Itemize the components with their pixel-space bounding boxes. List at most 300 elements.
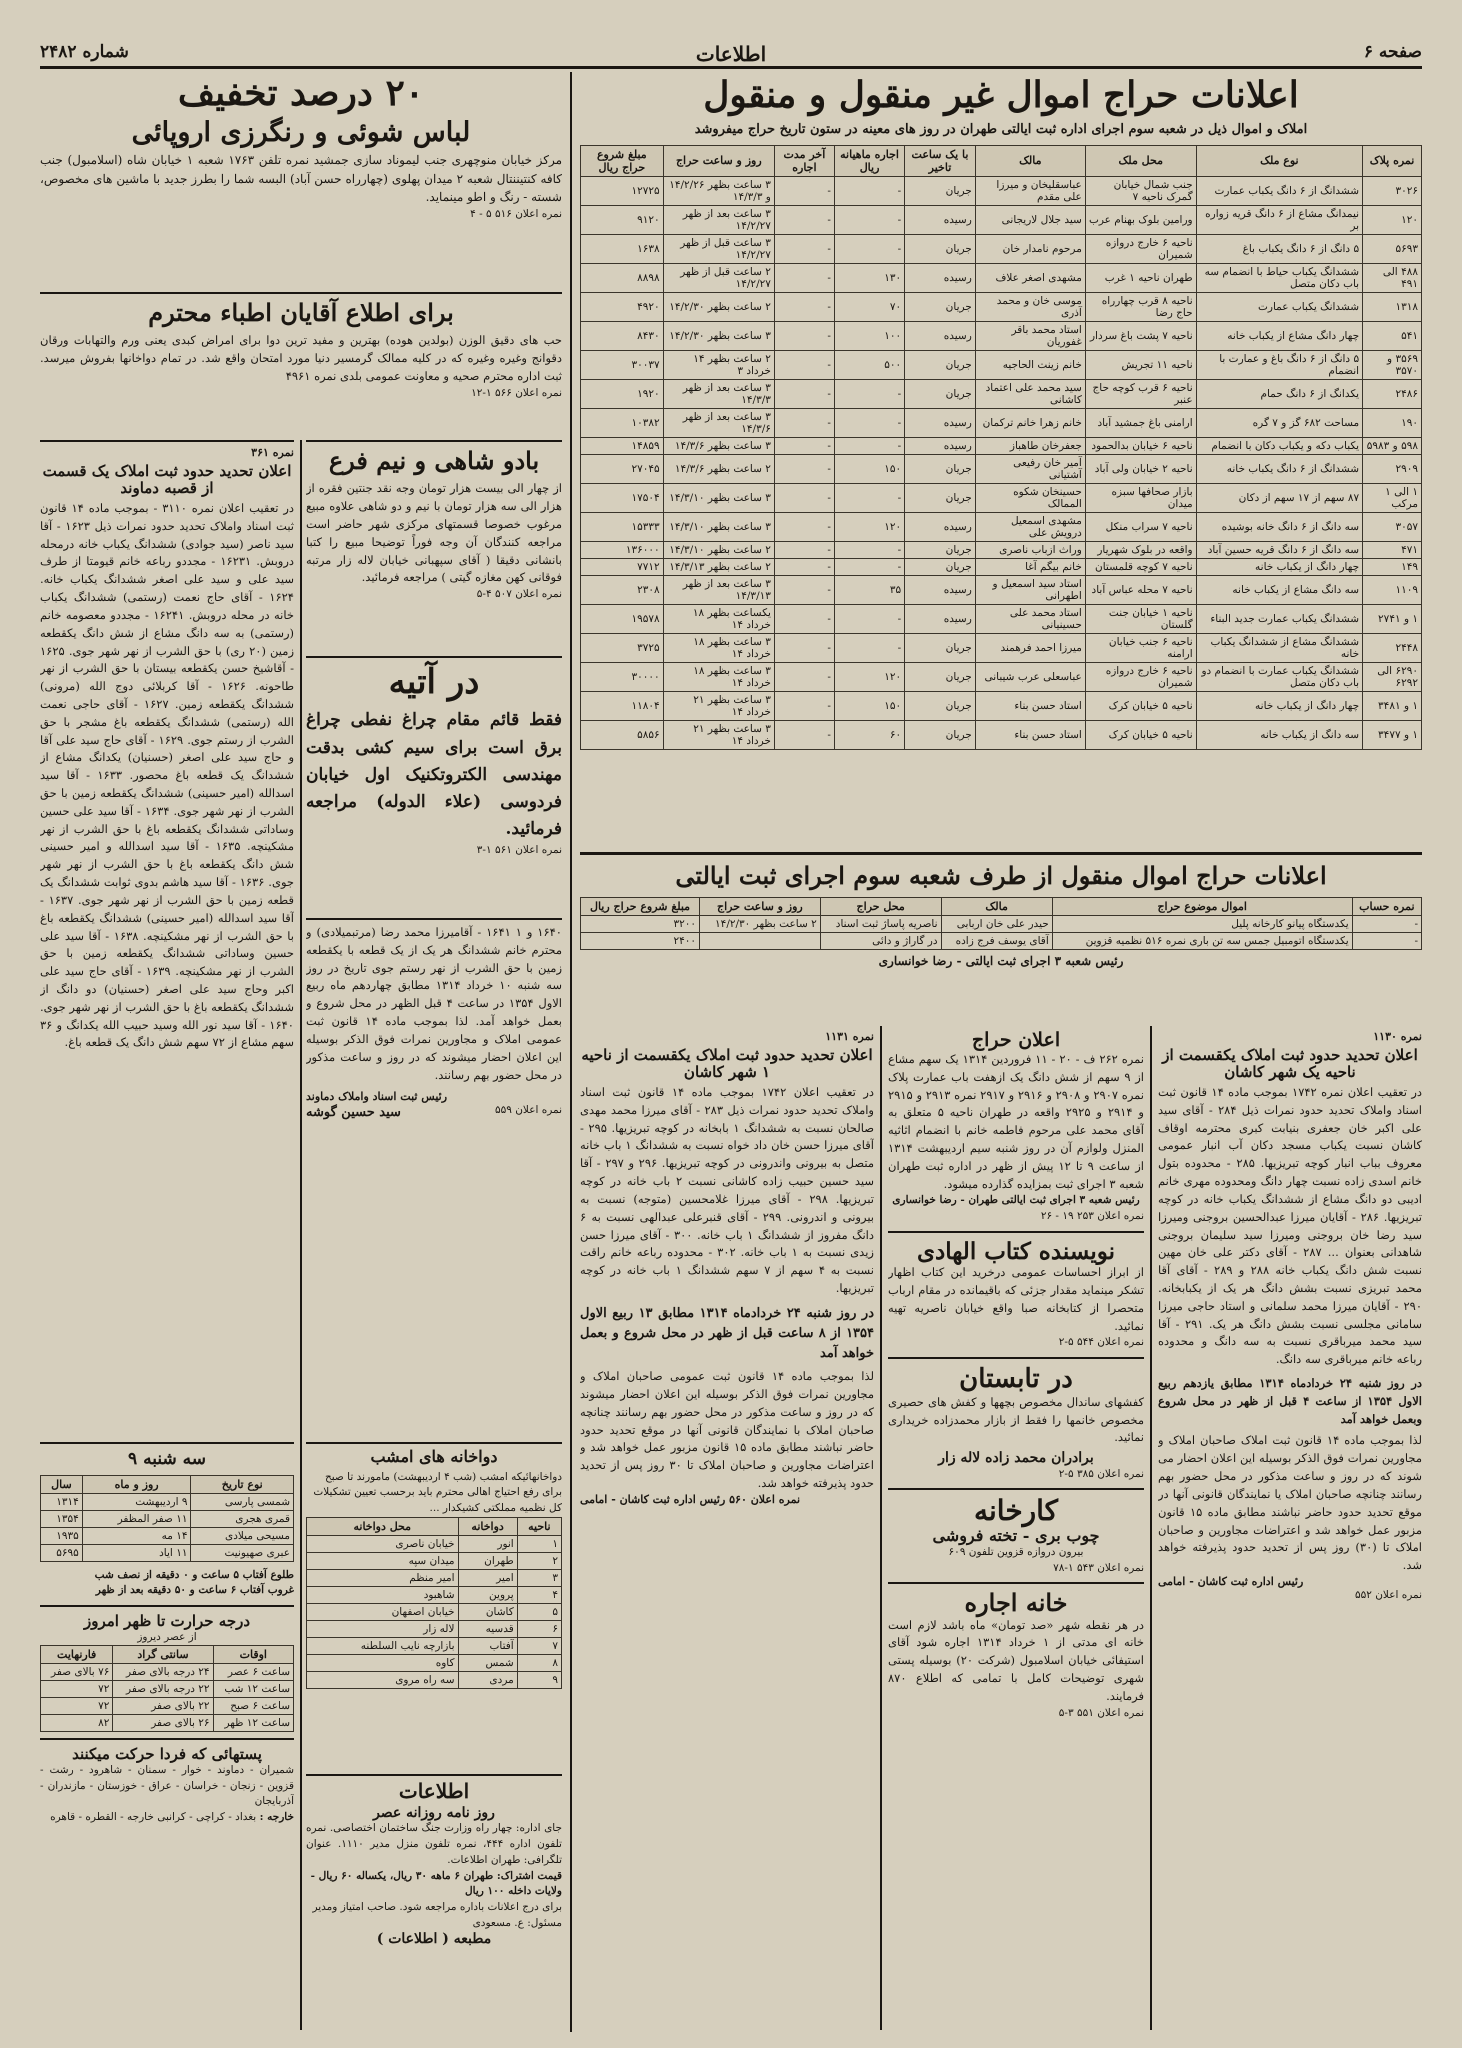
movable-cell: - (1352, 933, 1421, 950)
auction-row (581, 292, 1422, 321)
future-headline: در آتیه (388, 662, 480, 702)
auction-cell: ۱۱۸۰۴ (581, 691, 664, 720)
auction-cell: ۳ ساعت بظهر ۱۴/۲/۳۰ (663, 321, 774, 350)
auction-header-cell: محل ملک (1085, 145, 1196, 176)
sunset: غروب آفتاب ۶ ساعت و ۵۰ دقیقه بعد از ظهر (95, 1584, 294, 1597)
doctors-body: حب های دقیق الوزن (بولدین هوده) بهترین و مفید ترین دوا برای امراض کبدی یعنی ورم والتهابات ورقان دقوانج وغیره وغیره که در کلیه ممالک گرمسیر دنیا مورد امتحان واقع شد. در تمام دواخانها بفروش میرسد. ثبت اداره محترم صحیه و معاونت عمومی بلدی نمره ۴۹۶۱ (40, 333, 562, 384)
issue-number: شماره ۲۴۸۲ (40, 42, 129, 62)
auction-cell: سه دانگ از ۶ دانگ قریه حسین آباد (1196, 541, 1362, 558)
calendar-cell: ۱۳۵۴ (41, 1510, 83, 1527)
factory-body: بیرون دروازه قزوین تلفون ۶۰۹ (948, 1545, 1084, 1558)
discount-code: نمره اعلان ۵۱۶ ۵ - ۴ (470, 208, 562, 221)
movable-cell: یکدستگاه اتومبیل جمس سه تن باری نمره ۵۱۶ نظمیه قزوین (1052, 933, 1352, 950)
auction-cell: ۲ ساعت بظهر ۱۴/۳/۱۰ (663, 541, 774, 558)
pharmacy-cell: ۵ (517, 1603, 561, 1620)
auction-cell: - (774, 604, 834, 633)
auction-row (581, 541, 1422, 558)
notice-tail: لذا بموجب ماده ۱۴ قانون ثبت املاک صاحبان املاک و مجاورین نمرات فوق الذکر بوسیله این اعلان احضار می شوند که در روز و ساعت مذکور در محل حضور بهم رسانند چنانچه صاحبان املاک یا نمایندگان قانونی آنها در موقع تحدید حدود حاضر نباشند مطابق ماده ۱۵ قانون مزبور عمل خواهد شد و اعتراضات مجاورین و صاحبان املاک تا (۳۰) روز پس از تحدید حدود پذیرفته خواهد شد. (1158, 1433, 1422, 1573)
auction-cell: ۲ ساعت بظهر ۱۴ خرداد ۳ (663, 350, 774, 379)
temps-table (40, 1645, 294, 1732)
auction-cell: - (774, 350, 834, 379)
auction-cell: ۱ و ۳۴۷۷ (1363, 720, 1422, 749)
notice-headline: اعلان تحدید حدود ثبت املاک یکقسمت از ناحیه ۱ شهر کاشان (581, 1046, 873, 1081)
damavand-notice (40, 440, 294, 1442)
auction-cell: - (774, 176, 834, 205)
pharmacies-intro: دواخانهائیکه امشب (شب ۴ اردیبهشت) مامورند تا صبح برای رفع احتیاج اهالی محترم باید برحسب تعیین تشکیلات کل نظمیه مملکتی کشیکدار ... (313, 1470, 562, 1515)
auction-cell: رسیده (905, 205, 976, 234)
auction-row (581, 408, 1422, 437)
pharmacy-cell: بازارچه نایب السلطنه (307, 1637, 459, 1654)
calendar-row (41, 1493, 294, 1510)
auction-cell: ۷۷۱۲ (581, 558, 664, 575)
auction-row (581, 633, 1422, 662)
auction-cell: ناحیه ۵ خیابان کرک (1085, 720, 1196, 749)
auction-cell: جریان (905, 350, 976, 379)
auction-cell: ۳۰۰۳۷ (581, 350, 664, 379)
auction-row (581, 379, 1422, 408)
page-number: صفحه ۶ (1363, 42, 1422, 62)
auction-cell: ۲ ساعت بظهر ۱۴/۳/۱۳ (663, 558, 774, 575)
auction-row (581, 263, 1422, 292)
auction-cell: ۱۳۰ (834, 263, 904, 292)
ettelaat-body: جای اداره: چهار راه وزارت جنگ ساختمان اختصاصی. نمره تلفون اداره ۴۴۴، نمره تلفون منزل مدیر ۱۱۱۰. عنوان تلگرافی: طهران اطلاعات. (306, 1822, 562, 1866)
auction-cell: ششدانگ از ۶ دانگ یکباب خانه (1196, 454, 1362, 483)
auction-cell: ۱ و ۳۴۸۱ (1363, 691, 1422, 720)
notice-date: در روز شنبه ۲۴ خردادماه ۱۳۱۴ مطابق ۱۳ ربیع الاول ۱۳۵۴ از ۸ ساعت قبل از ظهر در محل شروع و بعمل خواهد آمد (580, 1305, 874, 1362)
column-divider (1150, 1026, 1152, 2030)
auction-row (581, 604, 1422, 633)
auction-cell: ارامنی باغ جمشید آباد (1085, 408, 1196, 437)
auction-cell: خانم زهرا خانم ترکمان (975, 408, 1085, 437)
discount-headline: ۲۰ درصد تخفیف (177, 74, 425, 114)
damavand-code: نمره اعلان ۵۵۹ (494, 1104, 562, 1117)
calendar-day: سه شنبه ۹ (128, 1449, 206, 1469)
auction-cell: ششدانگ از ۶ دانگ یکباب عمارت (1196, 176, 1362, 205)
auction-cell: ششدانگ مشاع از ششدانگ یکباب خانه (1196, 633, 1362, 662)
auction-cell: ۱۳۶۰۰۰ (581, 541, 664, 558)
auction-cell: ناحیه ۷ کوچه قلمستان (1085, 558, 1196, 575)
doctors-headline: برای اطلاع آقایان اطباء محترم (148, 298, 454, 327)
pharmacy-row (307, 1671, 562, 1688)
auction-cell: - (774, 234, 834, 263)
calendar-cell: ۱۱ صفر المظفر (82, 1510, 191, 1527)
auction-cell: ۱۰۳۸۲ (581, 408, 664, 437)
pharmacy-cell: قدسیه (458, 1620, 517, 1637)
auction-cell: ۳ ساعت بعد از ظهر ۱۴/۲/۲۷ (663, 205, 774, 234)
pharmacy-cell: ۳ (517, 1569, 561, 1586)
auction-cell: - (834, 558, 904, 575)
pharmacy-cell: آفتاب (458, 1637, 517, 1654)
auction-cell: رسیده (905, 512, 976, 541)
column-divider (570, 72, 572, 2032)
auction-row (581, 350, 1422, 379)
pharmacy-cell: ۸ (517, 1654, 561, 1671)
temps-cell: ۲۲ درجه بالای صفر (113, 1681, 213, 1698)
temps-header-row (41, 1646, 294, 1664)
auction-cell: رسیده (905, 321, 976, 350)
auction-row (581, 558, 1422, 575)
temps-header-cell: اوقات (213, 1646, 293, 1664)
auction-cell: ۱۵۳۳۳ (581, 512, 664, 541)
auction-cell: ۱۳۱۸ (1363, 292, 1422, 321)
auction-cell: جریان (905, 541, 976, 558)
auction-cell: ۷۰ (834, 292, 904, 321)
kashan-notice-1 (580, 1030, 874, 2030)
auction-cell: - (774, 454, 834, 483)
auction-cell: ۴۷۱ (1363, 541, 1422, 558)
auction-cell: مساحت ۶۸۲ گز و ۷ گره (1196, 408, 1362, 437)
rent-body: در هر نقطه شهر «صد تومان» ماه باشد لازم است خانه ای مدتی از ۱ خرداد ۱۳۱۴ اجاره شود آقای استیفائی خیابان اسلامبول (شرکت ۲۰) بوسیله پستی شهری توضیحات کامل با تمامی که اطلاع ۸۷۰ فرمایند. (888, 1617, 1144, 1703)
calendar-cell: قمری هجری (191, 1510, 294, 1527)
auction-cell: ناحیه ۸ قرب چهارراه حاج رضا (1085, 292, 1196, 321)
damavand-signature: رئیس ثبت اسناد واملاک دماوند (306, 1090, 448, 1104)
auction-cell: میرزا احمد فرهمند (975, 633, 1085, 662)
pharmacy-header-row (307, 1517, 562, 1535)
harraj-code: نمره اعلان ۲۵۳ ۱۹ - ۲۶ (1040, 1210, 1144, 1223)
temps-cell: ۷۲ (41, 1681, 113, 1698)
discount-body: مرکز خیابان منوچهری جنب لیموناد سازی جمشید نمره تلفن ۱۷۶۳ شعبه ۱ خیابان شاه (اسلامبول) جنب کافه کنتیننتال شعبه ۲ میدان پهلوی (چهارراه حسن آباد) البسه شما را بطرز جدید با ماشین های مخصوص، شسته - رنگ و اطو مینماید. (40, 153, 562, 205)
auction-header-row (581, 145, 1422, 176)
auction-cell: ششدانگ یکباب عمارت (1196, 292, 1362, 321)
auction-cell: جریان (905, 633, 976, 662)
calendar-cell: ۱۹۳۵ (41, 1527, 83, 1544)
mail-foreign-label: خارجه : (259, 1811, 294, 1824)
temps-cell: ۷۲ (41, 1698, 113, 1715)
temps-cell: ساعت ۱۲ شب (213, 1681, 293, 1698)
temps-headline: درجه حرارت تا ظهر امروز (83, 1612, 251, 1631)
pharmacy-header-cell: دواخانه (458, 1517, 517, 1535)
pharmacies-box (306, 1442, 562, 1774)
auction-cell: ۱۱۰۹ (1363, 575, 1422, 604)
pharmacy-cell: خیابان ناصری (307, 1535, 459, 1552)
pharmacy-cell: شاهبود (307, 1586, 459, 1603)
temps-cell: ۸۲ (41, 1715, 113, 1732)
auction-cell: ۵۹۸ و ۵۹۸۳ (1363, 437, 1422, 454)
factory-headline: کارخانه (973, 1494, 1059, 1528)
auction-cell: جریان (905, 176, 976, 205)
books-headline: نویسنده کتاب الهادی (916, 1237, 1116, 1265)
auction-cell: جریان (905, 454, 976, 483)
auction-cell: ۳ ساعت بظهر ۱۸ خرداد ۱۴ (663, 662, 774, 691)
pharmacy-cell: شمس (458, 1654, 517, 1671)
ettelaat-box (306, 1774, 562, 2032)
auction-cell: ۵۰۰ (834, 350, 904, 379)
auction-table (580, 145, 1422, 750)
auction-row (581, 575, 1422, 604)
auction-cell: سید جلال لاریجانی (975, 205, 1085, 234)
movable-cell: حیدر علی خان اربابی (941, 916, 1052, 933)
notice-headline: اعلان تحدید حدود ثبت املاک یکقسمت از ناحیه یک شهر کاشان (1162, 1046, 1418, 1081)
temps-cell: ۷۶ بالای صفر (41, 1664, 113, 1681)
auction-cell: ۲۳۰۸ (581, 575, 664, 604)
column-divider (300, 440, 302, 2030)
pharmacy-cell: میدان سپه (307, 1552, 459, 1569)
calendar-cell: ۹ اردیبهشت (82, 1493, 191, 1510)
summer-sign: برادران محمد زاده لاله زار (938, 1450, 1094, 1467)
auction-cell: - (774, 575, 834, 604)
auction-cell: استاد محمد علی حسینیانی (975, 604, 1085, 633)
notice-body: در تعقیب اعلان ۱۷۴۲ بموجب ماده ۱۴ قانون ثبت اسناد واملاک تحدید حدود نمرات ذیل ۲۸۳ - آقای میرزا محمد مهدی صالحان نسبت به ششدانگ ۱ بابخانه در کوچه تبریزیها. ۲۹۵ - آقای میرزا حسن خان داد خواه نسبت به ششدانگ ۱ باب خانه متصل به بیرونی واندرونی در کوچه تبریزیها. ۲۹۶ و ۲۹۷ - آقا سید حسین حبیب زاده کاشانی نسبت ۲ باب خانه در کوچه تبریزیها. ۲۹۸ - آقای میرزا غلامحسین (متوجه) نسبت به بیرونی و اندرونی. ۲۹۹ - آقای قنبرعلی عبدالهی نسبت به ۶ دانگ مفروز از ششدانگ ۱ باب خانه. ۳۰۰ - آقای میرزا حسن زیدی نسبت به ۱ باب خانه. ۳۰۲ - محدوده رباعه خانم راقت نسبت به ۴ سهم از ۷ سهم ششدانگ ۱ باب خانه در کوچه تبریزیها. (580, 1085, 874, 1295)
auction-cell: ۳ ساعت بظهر ۱۸ خرداد ۱۴ (663, 633, 774, 662)
auction-cell: ناحیه ۵ خیابان کرک (1085, 691, 1196, 720)
temps-row (41, 1681, 294, 1698)
auction-cell: - (834, 604, 904, 633)
pharmacy-cell: ۲ (517, 1552, 561, 1569)
movable-cell: یکدستگاه پیانو کارخانه پلیل (1052, 916, 1352, 933)
pharmacy-cell: طهران (458, 1552, 517, 1569)
auction-cell: ناحیه ۶ خارج دروازه شمیران (1085, 662, 1196, 691)
movable-header-cell: مالک (941, 898, 1052, 916)
auction-cell: ۳ ساعت بظهر ۱۴/۳/۶ (663, 437, 774, 454)
auction-cell: ناحیه ۶ خیابان بدالحمود (1085, 437, 1196, 454)
pharmacy-row (307, 1569, 562, 1586)
harraj-headline: اعلان حراج (971, 1030, 1061, 1051)
auction-row (581, 483, 1422, 512)
pharmacy-cell: ۷ (517, 1637, 561, 1654)
auction-cell: سه دانگ مشاع از یکباب خانه (1196, 575, 1362, 604)
movable-row (581, 933, 1422, 950)
damavand-extra (306, 918, 562, 1440)
auction-cell: ششدانگ یکباب عمارت با انضمام دو باب دکان متصل (1196, 662, 1362, 691)
ettelaat-press: مطبعه ( اطلاعات ) (376, 1930, 492, 1947)
auction-cell: ناحیه ۷ محله عباس آباد (1085, 575, 1196, 604)
pharmacy-cell: ۹ (517, 1671, 561, 1688)
future-body: فقط قائم مقام چراغ نفطی چراغ برق است برای سیم کشی بدقت مهندسی الکتروتکنیک اول خیابان فردوسی (علاء الدوله) مراجعه فرمائید. (306, 710, 562, 840)
movable-cell: در گاراژ و دائی (820, 933, 941, 950)
auction-cell: ۳ ساعت قبل از ظهر ۱۴/۲/۲۷ (663, 234, 774, 263)
auction-cell: ۳۰۵۷ (1363, 512, 1422, 541)
auction-cell: ۱۹۲۰ (581, 379, 664, 408)
auction-header-cell: آخر مدت اجاره (774, 145, 834, 176)
pharmacy-cell: کاشان (458, 1603, 517, 1620)
auction-cell: - (774, 558, 834, 575)
notice-signature: نمره اعلان ۵۶۰ رئیس اداره ثبت کاشان - امامی (580, 1492, 801, 1506)
auction-cell: یکساعت بظهر ۱۸ خرداد ۱۴ (663, 604, 774, 633)
auction-cell: ۱۰۰ (834, 321, 904, 350)
auction-cell: ناحیه ۱ خیابان جنت گلستان (1085, 604, 1196, 633)
auction-header-cell: روز و ساعت حراج (663, 145, 774, 176)
auction-cell: چهار دانگ از یکباب خانه (1196, 691, 1362, 720)
rent-code: نمره اعلان ۵۵۱ ۳-۵ (1058, 1706, 1144, 1719)
auction-cell: مشهدی اسمعیل درویش علی (975, 512, 1085, 541)
pharmacy-row (307, 1654, 562, 1671)
auction-cell: جریان (905, 379, 976, 408)
calendar-cell: ۵۶۹۵ (41, 1544, 83, 1561)
books-body: از ابراز احساسات عمومی درخرید این کتاب اظهار تشکر مینماید مقدار جزئی که باقیمانده در مقام ارباب متحصرا از کتابخانه صبا واقع خیابان ناصریه تهیه نمائید. (888, 1265, 1144, 1333)
middle-ads-column (888, 1030, 1144, 2030)
auction-cell: ۳۷۲۵ (581, 633, 664, 662)
movable-header-cell: روز و ساعت حراج (700, 898, 821, 916)
auction-cell: سید محمد علی اعتماد کاشانی (975, 379, 1085, 408)
mail-body: شمیران - دماوند - خوار - سمنان - شاهرود - رشت - قزوین - زنجان - خراسان - عراق - خوزستان - مازندران - آذربایجان (40, 1763, 294, 1808)
auction-cell: ۱ الی ۱ مرکب (1363, 483, 1422, 512)
movable-title: اعلانات حراج اموال منقول از طرف شعبه سوم اجرای ثبت ایالتی (675, 861, 1327, 890)
pharmacy-cell: ۶ (517, 1620, 561, 1637)
badu-headline: بادو شاهی و نیم فرع (328, 446, 540, 475)
pharmacies-table (306, 1517, 562, 1689)
auction-cell: مشهدی اصغر علاف (975, 263, 1085, 292)
temps-cell: ۲۴ درجه بالای صفر (113, 1664, 213, 1681)
future-code: نمره اعلان ۵۶۱ ۱-۳ (476, 844, 562, 857)
damavand-sign-name: سید حسین گوشه (306, 1105, 401, 1121)
auction-cell: استاد حسن بناء (975, 691, 1085, 720)
auction-row (581, 662, 1422, 691)
pharmacy-cell: سه راه مروی (307, 1671, 459, 1688)
notice-body: در تعقیب اعلان نمره ۳۱۱۰ - بموجب ماده ۱۴ قانون ثبت اسناد واملاک تحدید حدود نمرات ذیل ۱۶۲۳ - آقا سید ناصر (سید جوادی) ششدانگ یکباب خانه درمحله دروبش. ۱۶۲۳۱ - مجددو رباعه خانم قیومتا از طرف سید علی و سید علی اصغر ششدانگ یکباب خانه. ۱۶۲۴ - آقای حاج نعمت (رستمی) ششدانگ یکباب خانه در محله دروبش. ۱۶۲۴۱ - مجددو معصومه خانم (رستمی) به سه دانگ مشاع از شش دانگ یکقطعه زمین (۲۰ ری) با حق الشرب از نهر شهر جوی. ۱۶۲۵ - آقاشیخ حسن یکقطعه بیستان با حق الشرب از نهر طاحونه. ۱۶۲۶ - آقا کربلائی دوج الله (مرونی) ششدانگ یکقطعه زمین. ۱۶۲۷ - آقای حاجی نعمت الله (رستمی) ششدانگ یکقطعه باغ مشجر با حق الشرب از رستم جوی. ۱۶۲۹ - آقای حاج سید علی آقا و حاج سید علی اصغر (حسنیان) یکدانگ مشاع از ششدانگ یک قطعه باغ محصور. ۱۶۳۳ - آقا سید اسدالله (امیر حسینی) ششدانگ یکقطعه زمین با حق الشرب از نهر شهر جوی. ۱۶۳۴ - آقا سید علی حسین وساداتی ششدانگ یکقطعه باغ با حق الشرب از نهر مشکینچه. ۱۶۳۵ - آقا سید اسدالله و امیر حسینی شش دانگ یکقطعه باغ با حق الشرب از نهر شهر جوی. ۱۶۳۶ - آقا سید هاشم بدوی ثوابت ششدانگ یک قطعه زمین با حق الشرب از نهر شهر جوی. ۱۶۳۷ - آقا سید اسدالله (امیر حسینی) ششدانگ یکقطعه باغ با حق الشرب از نهر مشکینچه. ۱۶۳۸ - آقا سید علی حسین وساداتی ششدانگ یکقطعه زمین با حق الشرب از نهر مشکینچه. ۱۶۳۹ - آقای حاج سید علی اکبر وحاج سید علی اصغر (حسنیان) دو دانگ از ششدانگ یکقطعه باغ با حق الشرب از نهر شهر جوی. ۱۶۴۰ - آقا سید نور الله وسید حبیب الله یکدانگ و ۳۶ سهم مشاع از ۷۲ سهم شش دانگ یک قطعه باغ. (40, 501, 294, 1050)
auction-cell: چهار دانگ مشاع از یکباب خانه (1196, 321, 1362, 350)
badu-body: از چهار الی بیست هزار تومان وجه نقد جنتین فقره از هزار الی سه هزار تومان با نیم و دو شاهی علاوه مبیع مرغوب خصوصا قسمتهای مرکزی شهر حاضر است مراجعه کنندگان آن وجه فوراً توضیحا مبیع را کتبا بانشانی دقیقا ( آقای سپهبانی خیابان لاله زار مرتبه فوقانی کهن مغازه گیتی ) مراجعه فرمائید. (306, 481, 562, 585)
pharmacy-row (307, 1535, 562, 1552)
pharmacy-cell: لاله زار (307, 1620, 459, 1637)
pharmacy-cell: ۱ (517, 1535, 561, 1552)
movable-section (580, 852, 1422, 1025)
movable-header-row (581, 898, 1422, 916)
calendar-row (41, 1544, 294, 1561)
doctors-code: نمره اعلان ۵۶۶ ۱-۱۲ (471, 386, 562, 399)
notice-number: نمره ۱۱۳۱ (825, 1030, 874, 1043)
temps-cell: ساعت ۶ صبح (213, 1698, 293, 1715)
auction-cell: ۴۹۲۰ (581, 292, 664, 321)
pharmacies-headline: دواخانه های امشب (370, 1447, 498, 1466)
movable-cell: - (1352, 916, 1421, 933)
pharmacy-cell: امیر منظم (307, 1569, 459, 1586)
auction-cell: - (774, 633, 834, 662)
notice-body: در تعقیب اعلان نمره ۱۷۴۲ بموجب ماده ۱۴ قانون ثبت اسناد واملاک تحدید حدود نمرات ذیل ۲۸۴ - آقای سید علی اکبر خان جعفری بنیابت کبری محترمه اوقاف کاشان نسبت یکباب مسجد دکان آب انبار عمومی معروف بباب انبار کوچه تبریزیها. ۲۸۵ - محدوده بتول خانم اسدی زاده نسبت چهار دانگ ومحدوده مهری خانم ادیبی دو دانگ مشاع از ششدانگ یکباب خانه در کوچه تبریزیها. ۲۸۶ - آقایان میرزا عبدالحسین بروجنی ومیرزا سید رضا خان بروجنی ومیرزا سید سلیمان بروجنی شاهدانی بعنوان ... ۲۸۷ - آقای دکتر علی خان مهین نسبت شش دانگ یکباب خانه ۲۸۸ و ۲۸۹ - آقای آقا محمد تبریزی نسبت بشش دانگ هر یک از یکبابخانه. ۲۹۰ - آقایان میرزا محمد سلمانی و استاد حاجی میرزا سامانی مجلسی نسبت بشش دانگ هر یک. ۲۹۱ - آقا سید محمد میرباقری نسبت به سه دانگ و محدوده رباعه خانم میرباقری سه دانگ. (1158, 1085, 1422, 1367)
movable-signature: رئیس شعبه ۳ اجرای ثبت ایالتی - رضا خوانساری (878, 954, 1124, 969)
auction-cell: ۱۷۵۰۴ (581, 483, 664, 512)
auction-cell: ورامین بلوک بهنام عرب (1085, 205, 1196, 234)
auction-cell: ۳ ساعت بظهر ۲۱ خرداد ۱۴ (663, 720, 774, 749)
auction-cell: خانم بیگم آغا (975, 558, 1085, 575)
pharmacy-cell: انور (458, 1535, 517, 1552)
auction-cell: استاد حسن بناء (975, 720, 1085, 749)
movable-header-cell: نمره حساب (1352, 898, 1421, 916)
calendar-cell: ۱۴ مه (82, 1527, 191, 1544)
pharmacy-row (307, 1586, 562, 1603)
movable-row (581, 916, 1422, 933)
auction-cell: - (774, 205, 834, 234)
auction-cell: خانم زینت الحاجیه (975, 350, 1085, 379)
auction-row (581, 205, 1422, 234)
auction-cell: ۱۲۷۲۵ (581, 176, 664, 205)
auction-cell: آمیر خان رفیعی آشتیانی (975, 454, 1085, 483)
auction-cell: - (774, 541, 834, 558)
factory-sub: چوب بری - تخته فروشی (932, 1526, 1100, 1546)
auction-cell: - (834, 176, 904, 205)
auction-header-cell: با یک ساعت تاخیر (905, 145, 976, 176)
auction-cell: ناحیه ۶ خارج دروازه شمیران (1085, 234, 1196, 263)
auction-cell: موسی خان و محمد آذری (975, 292, 1085, 321)
pharmacy-cell: ۴ (517, 1586, 561, 1603)
auction-cell: ششدانگ یکباب حیاط با انضمام سه باب دکان متصل (1196, 263, 1362, 292)
auction-cell: ۳ ساعت بظهر ۱۴/۲/۲۶ و ۱۴/۳/۳ (663, 176, 774, 205)
auction-cell: ۵۶۹۳ (1363, 234, 1422, 263)
auction-cell: جریان (905, 662, 976, 691)
auction-cell: رسیده (905, 604, 976, 633)
sunrise: طلوع آفتاب ۵ ساعت و ۰ دقیقه از نصف شب (94, 1568, 294, 1581)
summer-body: کفشهای ساندال مخصوص بچهها و کفش های حصیری مخصوص خانمها را فقط از بازار محمدزاده خریداری نمائید. (888, 1394, 1144, 1445)
temps-cell: ۲۲ بالای صفر (113, 1698, 213, 1715)
auction-title: اعلانات حراج اموال غیر منقول و منقول (703, 74, 1299, 116)
auction-row (581, 234, 1422, 263)
auction-cell: - (774, 379, 834, 408)
harraj-body: نمره ۲۶۲ ف - ۲۰ - ۱۱ فروردین ۱۳۱۴ یک سهم مشاع از ۹ سهم از شش دانگ یک ازهفت باب عمارت پلاک نمره ۲۹۰۷ و ۲۹۰۸ و ۲۹۱۶ و ۲۹۱۷ نمره ۲۹۱۳ و ۲۹۱۵ و ۲۹۱۴ و ۲۹۲۵ واقعه در طهران ناحیه ۵ متعلق به آقای محمد علی مرحوم فاطمه خانم با انضمام اثاثیه المنزل ولوازم آن در روز شنبه سیم اردیبهشت ۱۳۱۴ از ساعت ۹ تا ۱۲ پیش از ظهر در اداره ثبت طهران شعبه ۳ اجرای ثبت بمزایده گذارده میشود. (888, 1051, 1144, 1191)
auction-cell: ۲۷۰۴۵ (581, 454, 664, 483)
auction-cell: ۱۴۸۵۹ (581, 437, 664, 454)
temps-cell: ساعت ۱۲ ظهر (213, 1715, 293, 1732)
auction-cell: - (774, 437, 834, 454)
auction-cell: استاد محمد باقر غفوریان (975, 321, 1085, 350)
auction-cell: حسینخان شکوه الممالک (975, 483, 1085, 512)
pharmacy-row (307, 1603, 562, 1620)
auction-row (581, 176, 1422, 205)
auction-cell: ۱ و ۲۷۴۱ (1363, 604, 1422, 633)
auction-cell: ۶۲۹۰ الی ۶۲۹۲ (1363, 662, 1422, 691)
auction-cell: طهران ناحیه ۱ غرب (1085, 263, 1196, 292)
auction-cell: ناحیه ۶ قرب کوچه حاج عنبر (1085, 379, 1196, 408)
auction-cell: نیمدانگ مشاع از ۶ دانگ قریه زواره بر (1196, 205, 1362, 234)
auction-cell: ۶۰ (834, 720, 904, 749)
movable-cell: ۲ ساعت بظهر ۱۴/۲/۳۰ (700, 916, 821, 933)
auction-cell: ۳ ساعت بظهر ۱۴/۳/۱۰ (663, 512, 774, 541)
auction-cell: عباسقلیخان و میرزا علی مقدم (975, 176, 1085, 205)
notice-tail: لذا بموجب ماده ۱۴ قانون ثبت عمومی صاحبان املاک و مجاورین نمرات فوق الذکر بوسیله این اعلان احضار میشوند که در روز و ساعت مذکور در محل حضور بهم رسانند چنانچه صاحبان املاک با نمایندگان قانونی آنها در موقع تحدید حدود حاضر نباشند مطابق ماده ۱۵ قانون مزبور عمل خواهد شد و اعتراضات مجاورین و صاحبان املاک تا ۳۰ روز پس از تحدید حدود پذیرفته خواهد شد. (580, 1369, 874, 1491)
auction-row (581, 720, 1422, 749)
future-ad (306, 656, 562, 918)
auction-cell: ۱۴۹ (1363, 558, 1422, 575)
auction-section (580, 74, 1422, 844)
calendar-cell: ۱۳۱۴ (41, 1493, 83, 1510)
auction-cell: جریان (905, 292, 976, 321)
mail-foreign-row (40, 1810, 294, 1826)
auction-cell: یکدانگ از ۶ دانگ حمام (1196, 379, 1362, 408)
auction-cell: واقعه در بلوک شهریار (1085, 541, 1196, 558)
calendar-table (40, 1475, 294, 1562)
notice-date: در روز شنبه ۲۴ خردادماه ۱۳۱۴ مطابق یازدهم ربیع الاول ۱۳۵۴ از ساعت ۴ قبل از ظهر در محل شروع وبعمل خواهد آمد (1158, 1376, 1422, 1426)
auction-cell: - (774, 292, 834, 321)
temps-row (41, 1664, 294, 1681)
movable-cell: ۳۲۰۰ (581, 916, 700, 933)
auction-cell: جریان (905, 558, 976, 575)
page-header (40, 40, 1422, 69)
auction-cell: ۳۵۶۹ و ۳۵۷۰ (1363, 350, 1422, 379)
auction-row (581, 691, 1422, 720)
auction-cell: ۳ ساعت بعد از ظهر ۱۴/۳/۶ (663, 408, 774, 437)
pharmacy-cell: خیابان اصفهان (307, 1603, 459, 1620)
auction-cell: ۵ دانگ از ۶ دانگ یکباب باغ (1196, 234, 1362, 263)
info-column (40, 1442, 294, 2032)
pharmacy-row (307, 1552, 562, 1569)
auction-cell: - (834, 437, 904, 454)
temps-sub: از عصر دیروز (137, 1630, 197, 1643)
auction-cell: ۳ ساعت بظهر ۲۱ خرداد ۱۴ (663, 691, 774, 720)
pharmacy-row (307, 1637, 562, 1654)
auction-cell: - (774, 483, 834, 512)
pharmacy-cell: کاوه (307, 1654, 459, 1671)
auction-cell: ۲۴۴۸ (1363, 633, 1422, 662)
rent-headline: خانه اجاره (964, 1588, 1068, 1618)
auction-cell: ۳۵ (834, 575, 904, 604)
temps-row (41, 1698, 294, 1715)
calendar-header-cell: نوع تاریخ (191, 1475, 294, 1493)
auction-cell: جریان (905, 691, 976, 720)
damavand-extra-body: ۱۶۴۰ و ۱ ۱۶۴۱ - آقامیرزا محمد رضا (مرتبمیلادی) و محترم خانم ششدانگ هر یک از یک قطعه با یکقطعه زمین با حق الشرب از نهر رستم جوی تاریخ در روز سه شنبه ۱۰ خرداد ۱۳۱۴ مطابق چهاردهم ماه ربیع الاول ۱۳۵۴ در ساعت ۴ قبل الظهر در محل شروع و بعمل خواهد آمد. لذا بموجب ماده ۱۴ قانون ثبت عمومی املاک و مجاورین نمرات فوق الذکر بوسیله این اعلان احضار میشوند که در روز و ساعت مذکور در محل حضور بهم رسانند. (306, 925, 562, 1082)
auction-cell: - (774, 662, 834, 691)
auction-cell: جریان (905, 234, 976, 263)
auction-header-cell: مالک (975, 145, 1085, 176)
ettelaat-subs: قیمت اشتراک: طهران ۶ ماهه ۳۰ ریال، یکساله ۶۰ ریال - ولایات داخله ۱۰۰ ریال (310, 1869, 562, 1898)
movable-header-cell: اموال موضوع حراج (1052, 898, 1352, 916)
